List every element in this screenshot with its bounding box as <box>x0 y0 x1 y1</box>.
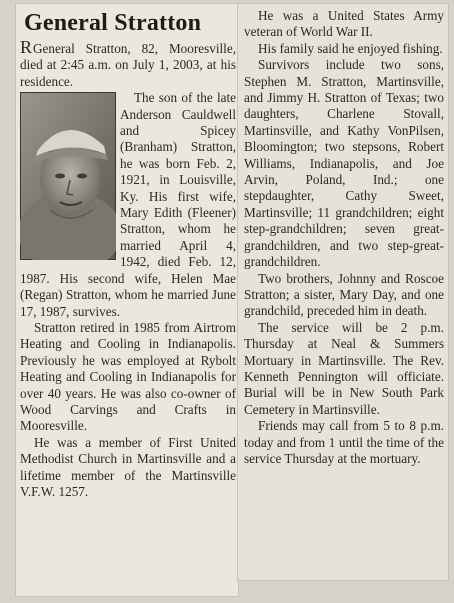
obituary-title: General Stratton <box>24 10 202 36</box>
paragraph-veteran: He was a United States Army veteran of World War II. <box>244 8 444 40</box>
paragraph-service: The service will be 2 p.m. Thursday at Neal & Summers Mortuary in Martinsville. The Rev. Kenneth Pennington will officiate. Burial will be in New South Park Cemetery in Martinsville. <box>244 319 444 417</box>
portrait-photo <box>20 92 116 260</box>
paragraph-intro <box>20 37 236 90</box>
paragraph-birth: The son of the late Anderson Cauldwell and Spicey (Branham) Stratton, he was born Feb. 2, 1921, in Louisville, Ky. His first wife, Mary Edith (Fleener) Stratton, whom he married April 4, 1942, died Feb. 12, 1987. His second wife, Helen Mae (Regan) Stratton, whom he married June 17, 1987, survives. <box>20 90 236 319</box>
paragraph-preceded: Two brothers, Johnny and Roscoe Stratton; a sister, Mary Day, and one grandchild, preceded him in death. <box>244 270 444 319</box>
paragraph-intro-text: General Stratton, 82, Mooresville, died at 2:45 a.m. on July 1, 2003, at his residence. <box>20 41 236 89</box>
paragraph-survivors: Survivors include two sons, Stephen M. Stratton, Martinsville, and Jimmy H. Stratton of Texas; two daughters, Charlene Stovall, Martinsville, and Kathy VonPilsen, Bloomington; two stepsons, Robert Williams, Indianapolis, and Joe Arvin, Poland, Ind.; one stepdaughter, Cathy Sweet, Martinsville; 11 grandchildren; eight step-grandchildren; seven great-grandchildren, and two step-great-grandchildren. <box>244 57 444 270</box>
paragraph-career: Stratton retired in 1985 from Airtrom Heating and Cooling in Indianapolis. Previously he was employed at Rybolt Heating and Cooling in Indianapolis for over 40 years. He was also co-owner of Wood Carvings and Crafts in Mooresville. <box>20 319 236 434</box>
obituary-column-right <box>238 4 448 580</box>
obituary-column-left <box>16 4 238 596</box>
paragraph-hobby: His family said he enjoyed fishing. <box>258 40 443 56</box>
paragraph-church: He was a member of First United Methodist Church in Martinsville and a lifetime member of the Martinsville V.F.W. 1257. <box>20 434 236 499</box>
paragraph-visitation: Friends may call from 5 to 8 p.m. today and from 1 until the time of the service Thursday at the mortuary. <box>244 418 444 466</box>
drop-cap: R <box>20 37 33 57</box>
